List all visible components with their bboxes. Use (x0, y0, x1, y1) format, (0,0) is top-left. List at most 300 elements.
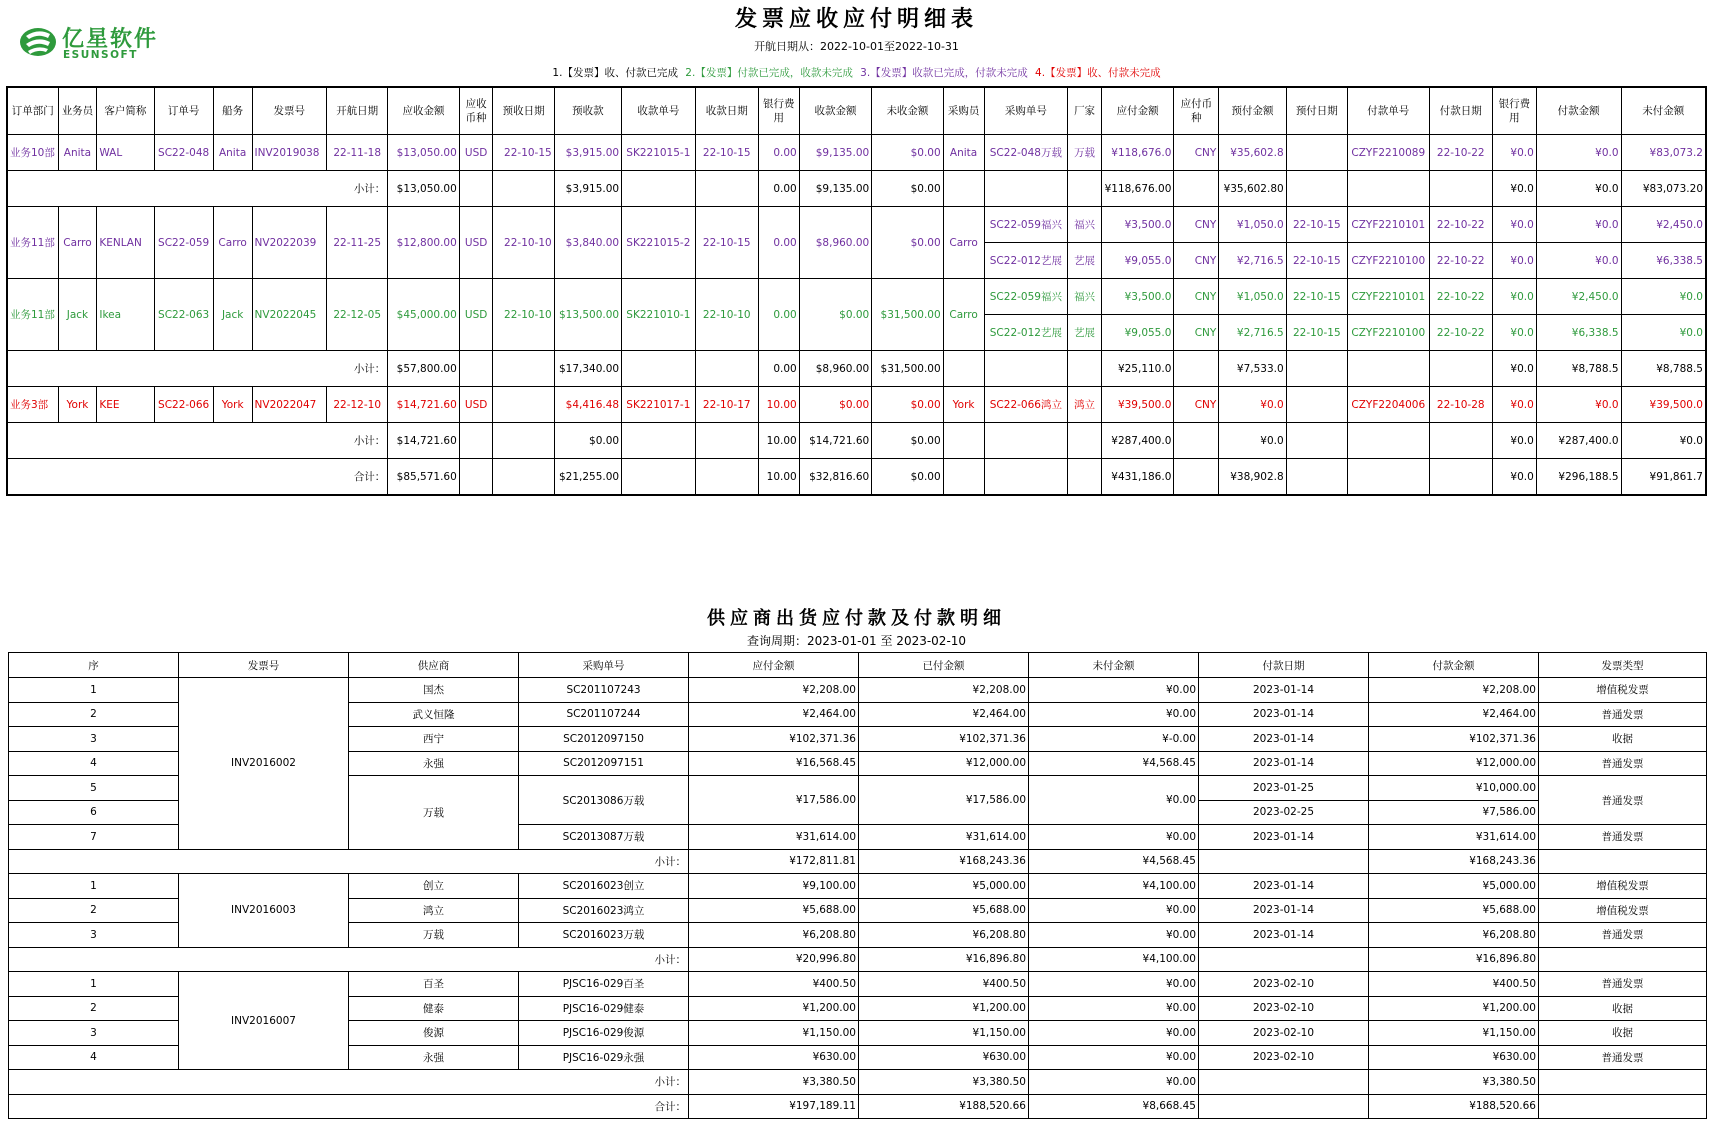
seq-cell: 1 (9, 678, 179, 703)
subtotal-bank-fee2: ¥0.0 (1492, 171, 1536, 207)
subtotal-label: 小计： (7, 423, 388, 459)
empty-cell (1199, 1070, 1369, 1095)
logo-text-cn: 亿星软件 (62, 27, 159, 52)
unpaid-cell: ¥0.00 (1029, 898, 1199, 923)
invoice-type-cell: 增值税发票 (1539, 898, 1707, 923)
order-field: York (58, 387, 97, 423)
empty-cell (1347, 171, 1429, 207)
purchase-field: SC22-059福兴 (984, 279, 1068, 315)
order-field: $0.00 (799, 279, 871, 351)
subtotal-unreceived: $0.00 (872, 459, 943, 496)
purchase-field: ¥0.0 (1492, 207, 1536, 243)
order-field: Anita (213, 135, 252, 171)
subtotal-row (9, 849, 1707, 874)
order-field: Carro (58, 207, 97, 279)
order-field: NV2022047 (252, 387, 327, 423)
invoice-type-cell: 收据 (1539, 996, 1707, 1021)
subtotal-paid: ¥287,400.0 (1536, 423, 1621, 459)
po-cell: PJSC16-029百圣 (519, 972, 689, 997)
column-header: 预收日期 (493, 87, 554, 135)
subtotal-label: 小计： (9, 1070, 689, 1095)
order-field: 业务3部 (7, 387, 58, 423)
subtotal-prepay: $0.00 (554, 423, 621, 459)
order-field: York (213, 387, 252, 423)
purchase-field: 福兴 (1068, 279, 1102, 315)
po-cell: SC2016023创立 (519, 874, 689, 899)
ap-cell: ¥400.50 (689, 972, 859, 997)
order-field: SK221015-1 (622, 135, 696, 171)
order-field: SK221015-2 (622, 207, 696, 279)
empty-cell (493, 459, 554, 496)
order-field: SK221010-1 (622, 279, 696, 351)
order-field: $0.00 (872, 387, 943, 423)
seq-cell: 2 (9, 996, 179, 1021)
subtotal-bank-fee: 0.00 (758, 351, 799, 387)
seq-cell: 3 (9, 1021, 179, 1046)
payment-cell: ¥400.50 (1369, 972, 1539, 997)
order-row (7, 387, 1706, 423)
paid-cell: ¥31,614.00 (859, 825, 1029, 850)
purchase-field: ¥2,450.0 (1621, 207, 1706, 243)
purchase-field: 22-10-22 (1429, 207, 1492, 243)
payment-cell: ¥2,464.00 (1369, 702, 1539, 727)
payment-cell: ¥1,150.00 (1369, 1021, 1539, 1046)
subtotal-ap: ¥197,189.11 (689, 1094, 859, 1119)
paid-cell: ¥5,688.00 (859, 898, 1029, 923)
subtotal-ap: ¥431,186.0 (1101, 459, 1173, 496)
column-header: 收款单号 (622, 87, 696, 135)
payment-cell: ¥10,000.00 (1369, 776, 1539, 801)
order-field: SC22-066 (154, 387, 213, 423)
paid-cell: ¥630.00 (859, 1045, 1029, 1070)
empty-cell (622, 171, 696, 207)
subtotal-bank-fee: 10.00 (758, 423, 799, 459)
supplier-cell: 创立 (349, 874, 519, 899)
subtotal-unpaid: ¥4,568.45 (1029, 849, 1199, 874)
column-header: 收款金额 (799, 87, 871, 135)
purchase-field: CNY (1174, 243, 1219, 279)
purchase-field: 22-10-15 (1286, 243, 1347, 279)
table-header-row (7, 87, 1706, 135)
order-field: Carro (943, 207, 984, 279)
purchase-field: ¥0.0 (1621, 315, 1706, 351)
column-header: 付款金额 (1536, 87, 1621, 135)
purchase-field: ¥3,500.0 (1101, 207, 1173, 243)
subtotal-prepaid: ¥7,533.0 (1219, 351, 1286, 387)
subtotal-unpaid: ¥0.00 (1029, 1070, 1199, 1095)
ap-cell: ¥17,586.00 (689, 776, 859, 825)
subtotal-prepay: $3,915.00 (554, 171, 621, 207)
order-field: WAL (97, 135, 154, 171)
po-cell: SC2016023鸿立 (519, 898, 689, 923)
order-row (7, 207, 1706, 243)
ap-cell: ¥630.00 (689, 1045, 859, 1070)
subtotal-prepaid: ¥0.0 (1219, 423, 1286, 459)
invoice-type-cell: 普通发票 (1539, 972, 1707, 997)
column-header: 厂家 (1068, 87, 1102, 135)
subtotal-label: 合计： (9, 1094, 689, 1119)
invoice-type-cell: 普通发票 (1539, 751, 1707, 776)
unpaid-cell: ¥0.00 (1029, 1045, 1199, 1070)
ap-cell: ¥1,200.00 (689, 996, 859, 1021)
empty-cell (984, 351, 1068, 387)
order-field: Ikea (97, 279, 154, 351)
po-cell: SC2012097150 (519, 727, 689, 752)
empty-cell (1068, 171, 1102, 207)
empty-cell (1539, 1070, 1707, 1095)
supplier-cell: 国杰 (349, 678, 519, 703)
order-field: $3,915.00 (554, 135, 621, 171)
paid-cell: ¥102,371.36 (859, 727, 1029, 752)
subtotal-ar: $57,800.00 (388, 351, 459, 387)
order-row (7, 135, 1706, 171)
subtotal-row (7, 423, 1706, 459)
ap-cell: ¥5,688.00 (689, 898, 859, 923)
purchase-field: 22-10-15 (1286, 279, 1347, 315)
empty-cell (1068, 351, 1102, 387)
report1-date-range: 开航日期从：2022-10-01至2022-10-31 (754, 40, 959, 53)
supplier-cell: 鸿立 (349, 898, 519, 923)
column-header: 应付币种 (1174, 87, 1219, 135)
column-header: 付款金额 (1369, 653, 1539, 678)
order-field: 业务11部 (7, 279, 58, 351)
seq-cell: 7 (9, 825, 179, 850)
order-field: SC22-048 (154, 135, 213, 171)
order-field: $45,000.00 (388, 279, 459, 351)
ap-cell: ¥2,464.00 (689, 702, 859, 727)
purchase-field: SC22-012艺展 (984, 243, 1068, 279)
supplier-cell: 健泰 (349, 996, 519, 1021)
payment-cell: ¥5,000.00 (1369, 874, 1539, 899)
order-field: SC22-063 (154, 279, 213, 351)
column-header: 应付金额 (1101, 87, 1173, 135)
paid-cell: ¥12,000.00 (859, 751, 1029, 776)
empty-cell (984, 459, 1068, 496)
order-field: $4,416.48 (554, 387, 621, 423)
order-field: USD (459, 135, 493, 171)
column-header: 未付金额 (1029, 653, 1199, 678)
seq-cell: 3 (9, 923, 179, 948)
supplier-cell: 百圣 (349, 972, 519, 997)
invoice-type-cell: 增值税发票 (1539, 874, 1707, 899)
purchase-field: SC22-048万载 (984, 135, 1068, 171)
order-field: $9,135.00 (799, 135, 871, 171)
subtotal-paid: ¥8,788.5 (1536, 351, 1621, 387)
po-cell: PJSC16-029永强 (519, 1045, 689, 1070)
purchase-field: ¥9,055.0 (1101, 315, 1173, 351)
invoice-type-cell: 普通发票 (1539, 702, 1707, 727)
empty-cell (1199, 1094, 1369, 1119)
empty-cell (1286, 171, 1347, 207)
empty-cell (459, 423, 493, 459)
column-header: 未收金额 (872, 87, 943, 135)
unpaid-cell: ¥0.00 (1029, 996, 1199, 1021)
column-header: 付款日期 (1199, 653, 1369, 678)
order-field: 0.00 (758, 279, 799, 351)
order-field: SC22-059 (154, 207, 213, 279)
column-header: 供应商 (349, 653, 519, 678)
column-header: 采购单号 (984, 87, 1068, 135)
subtotal-ap: ¥172,811.81 (689, 849, 859, 874)
column-header: 开航日期 (327, 87, 388, 135)
purchase-field: CNY (1174, 279, 1219, 315)
unpaid-cell: ¥0.00 (1029, 923, 1199, 948)
order-field: USD (459, 279, 493, 351)
purchase-field: ¥2,716.5 (1219, 243, 1286, 279)
ap-cell: ¥16,568.45 (689, 751, 859, 776)
order-field: 0.00 (758, 135, 799, 171)
supplier-cell: 万载 (349, 923, 519, 948)
subtotal-label: 小计： (7, 351, 388, 387)
invoice-cell: INV2016007 (179, 972, 349, 1070)
empty-cell (695, 423, 758, 459)
purchase-field: SC22-012艺展 (984, 315, 1068, 351)
subtotal-payment: ¥3,380.50 (1369, 1070, 1539, 1095)
order-field: KEE (97, 387, 154, 423)
payment-cell: ¥12,000.00 (1369, 751, 1539, 776)
subtotal-unreceived: $0.00 (872, 171, 943, 207)
order-field: Carro (943, 279, 984, 351)
column-header: 预付日期 (1286, 87, 1347, 135)
empty-cell (459, 351, 493, 387)
seq-cell: 6 (9, 800, 179, 825)
paid-cell: ¥2,464.00 (859, 702, 1029, 727)
column-header: 银行费用 (758, 87, 799, 135)
subtotal-ap: ¥287,400.0 (1101, 423, 1173, 459)
purchase-field: CZYF2204006 (1347, 387, 1429, 423)
order-field: 22-11-18 (327, 135, 388, 171)
subtotal-ar: $85,571.60 (388, 459, 459, 496)
subtotal-paid: ¥296,188.5 (1536, 459, 1621, 496)
unpaid-cell: ¥0.00 (1029, 1021, 1199, 1046)
invoice-type-cell: 普通发票 (1539, 776, 1707, 825)
unpaid-cell: ¥0.00 (1029, 776, 1199, 825)
subtotal-unpaid: ¥91,861.7 (1621, 459, 1706, 496)
order-field: NV2022045 (252, 279, 327, 351)
seq-cell: 5 (9, 776, 179, 801)
subtotal-paid: ¥188,520.66 (859, 1094, 1029, 1119)
paid-cell: ¥1,200.00 (859, 996, 1029, 1021)
unpaid-cell: ¥0.00 (1029, 702, 1199, 727)
purchase-field: ¥0.0 (1492, 387, 1536, 423)
ap-cell: ¥6,208.80 (689, 923, 859, 948)
empty-cell (695, 171, 758, 207)
logo-text-en: ESUNSOFT (63, 49, 138, 61)
subtotal-unpaid: ¥83,073.20 (1621, 171, 1706, 207)
report1-title: 发票应收应付明细表 (734, 7, 978, 32)
date-cell: 2023-01-14 (1199, 702, 1369, 727)
empty-cell (1286, 423, 1347, 459)
payment-cell: ¥102,371.36 (1369, 727, 1539, 752)
date-cell: 2023-01-14 (1199, 898, 1369, 923)
unpaid-cell: ¥4,568.45 (1029, 751, 1199, 776)
subtotal-ar: $14,721.60 (388, 423, 459, 459)
purchase-field: 万载 (1068, 135, 1102, 171)
column-header: 已付金额 (859, 653, 1029, 678)
ap-cell: ¥1,150.00 (689, 1021, 859, 1046)
subtotal-bank-fee2: ¥0.0 (1492, 459, 1536, 496)
purchase-field: ¥0.0 (1492, 135, 1536, 171)
order-field: 22-10-10 (493, 207, 554, 279)
subtotal-received: $14,721.60 (799, 423, 871, 459)
subtotal-label: 小计： (7, 171, 388, 207)
order-field: $0.00 (872, 135, 943, 171)
purchase-field: 22-10-22 (1429, 243, 1492, 279)
supplier-cell: 西宁 (349, 727, 519, 752)
column-header: 预付金额 (1219, 87, 1286, 135)
purchase-field: CZYF2210100 (1347, 315, 1429, 351)
supplier-payment-table (8, 652, 1707, 1119)
empty-cell (622, 351, 696, 387)
date-cell: 2023-01-25 (1199, 776, 1369, 801)
table-header-row (9, 653, 1707, 678)
purchase-field: ¥39,500.0 (1101, 387, 1173, 423)
subtotal-row (7, 171, 1706, 207)
order-field (493, 387, 554, 423)
order-field: Anita (58, 135, 97, 171)
subtotal-row (9, 947, 1707, 972)
payment-row (9, 972, 1707, 997)
subtotal-ap: ¥118,676.00 (1101, 171, 1173, 207)
empty-cell (493, 423, 554, 459)
purchase-field: ¥2,450.0 (1536, 279, 1621, 315)
empty-cell (984, 423, 1068, 459)
paid-cell: ¥5,000.00 (859, 874, 1029, 899)
seq-cell: 4 (9, 751, 179, 776)
empty-cell (622, 459, 696, 496)
date-cell: 2023-02-10 (1199, 996, 1369, 1021)
invoice-type-cell: 普通发票 (1539, 923, 1707, 948)
unpaid-cell: ¥0.00 (1029, 825, 1199, 850)
purchase-field: ¥0.0 (1621, 279, 1706, 315)
subtotal-label: 小计： (9, 947, 689, 972)
column-header: 付款单号 (1347, 87, 1429, 135)
purchase-field: 鸿立 (1068, 387, 1102, 423)
subtotal-ap: ¥20,996.80 (689, 947, 859, 972)
po-cell: SC2013086万载 (519, 776, 689, 825)
subtotal-paid: ¥16,896.80 (859, 947, 1029, 972)
subtotal-paid: ¥0.0 (1536, 171, 1621, 207)
order-field: 业务10部 (7, 135, 58, 171)
purchase-field: ¥0.0 (1536, 243, 1621, 279)
purchase-field: ¥2,716.5 (1219, 315, 1286, 351)
order-field: $13,050.00 (388, 135, 459, 171)
column-header: 发票号 (252, 87, 327, 135)
seq-cell: 4 (9, 1045, 179, 1070)
purchase-field: 22-10-22 (1429, 279, 1492, 315)
order-field: 22-10-10 (695, 279, 758, 351)
purchase-field: CNY (1174, 387, 1219, 423)
supplier-cell: 万载 (349, 776, 519, 850)
subtotal-payment: ¥168,243.36 (1369, 849, 1539, 874)
purchase-field: ¥0.0 (1492, 243, 1536, 279)
order-field: INV2019038 (252, 135, 327, 171)
empty-cell (943, 459, 984, 496)
subtotal-prepay: $17,340.00 (554, 351, 621, 387)
order-field: $0.00 (799, 387, 871, 423)
empty-cell (1286, 351, 1347, 387)
purchase-field: ¥0.0 (1492, 315, 1536, 351)
purchase-field: CNY (1174, 135, 1219, 171)
purchase-field: 22-10-15 (1286, 315, 1347, 351)
order-field: $14,721.60 (388, 387, 459, 423)
seq-cell: 3 (9, 727, 179, 752)
paid-cell: ¥400.50 (859, 972, 1029, 997)
purchase-field: ¥1,050.0 (1219, 279, 1286, 315)
subtotal-bank-fee: 10.00 (758, 459, 799, 496)
purchase-field: CZYF2210100 (1347, 243, 1429, 279)
order-field: USD (459, 387, 493, 423)
date-cell: 2023-01-14 (1199, 751, 1369, 776)
order-field: KENLAN (97, 207, 154, 279)
purchase-field: ¥0.0 (1536, 135, 1621, 171)
column-header: 发票类型 (1539, 653, 1707, 678)
column-header: 采购单号 (519, 653, 689, 678)
purchase-field (1286, 135, 1347, 171)
empty-cell (943, 351, 984, 387)
column-header: 应收金额 (388, 87, 459, 135)
order-field: Anita (943, 135, 984, 171)
empty-cell (1347, 423, 1429, 459)
empty-cell (1539, 947, 1707, 972)
empty-cell (695, 459, 758, 496)
po-cell: PJSC16-029健泰 (519, 996, 689, 1021)
report2-title: 供应商出货应付款及付款明细 (707, 608, 1006, 629)
subtotal-row (9, 1070, 1707, 1095)
invoice-cell: INV2016002 (179, 678, 349, 850)
purchase-field: ¥35,602.8 (1219, 135, 1286, 171)
supplier-cell: 永强 (349, 751, 519, 776)
subtotal-prepaid: ¥35,602.80 (1219, 171, 1286, 207)
ap-cell: ¥31,614.00 (689, 825, 859, 850)
paid-cell: ¥6,208.80 (859, 923, 1029, 948)
empty-cell (493, 351, 554, 387)
invoice-type-cell: 收据 (1539, 727, 1707, 752)
order-field: 22-10-15 (493, 135, 554, 171)
subtotal-payment: ¥16,896.80 (1369, 947, 1539, 972)
order-row (7, 279, 1706, 315)
order-field: $12,800.00 (388, 207, 459, 279)
report2-period: 查询周期：2023-01-01 至 2023-02-10 (746, 634, 967, 648)
unpaid-cell: ¥0.00 (1029, 678, 1199, 703)
purchase-field: ¥0.0 (1536, 387, 1621, 423)
purchase-field: 艺展 (1068, 315, 1102, 351)
subtotal-bank-fee2: ¥0.0 (1492, 351, 1536, 387)
order-field: SK221017-1 (622, 387, 696, 423)
purchase-field: CNY (1174, 207, 1219, 243)
column-header: 业务员 (58, 87, 97, 135)
date-cell: 2023-02-10 (1199, 1045, 1369, 1070)
purchase-field: SC22-066鸿立 (984, 387, 1068, 423)
subtotal-label: 小计： (9, 849, 689, 874)
empty-cell (1068, 423, 1102, 459)
order-field: 22-10-15 (695, 207, 758, 279)
subtotal-ap: ¥25,110.0 (1101, 351, 1173, 387)
subtotal-label: 合计： (7, 459, 388, 496)
order-field: 22-10-15 (695, 135, 758, 171)
column-header: 预收款 (554, 87, 621, 135)
subtotal-unpaid: ¥8,668.45 (1029, 1094, 1199, 1119)
empty-cell (1429, 459, 1492, 496)
order-field: 22-11-25 (327, 207, 388, 279)
invoice-type-cell: 收据 (1539, 1021, 1707, 1046)
purchase-field: 22-10-22 (1429, 315, 1492, 351)
legend-item-3: 3.【发票】收款已完成，付款未完成 (860, 67, 1028, 79)
column-header: 订单部门 (7, 87, 58, 135)
purchase-field: 福兴 (1068, 207, 1102, 243)
po-cell: SC2012097151 (519, 751, 689, 776)
empty-cell (1174, 459, 1219, 496)
